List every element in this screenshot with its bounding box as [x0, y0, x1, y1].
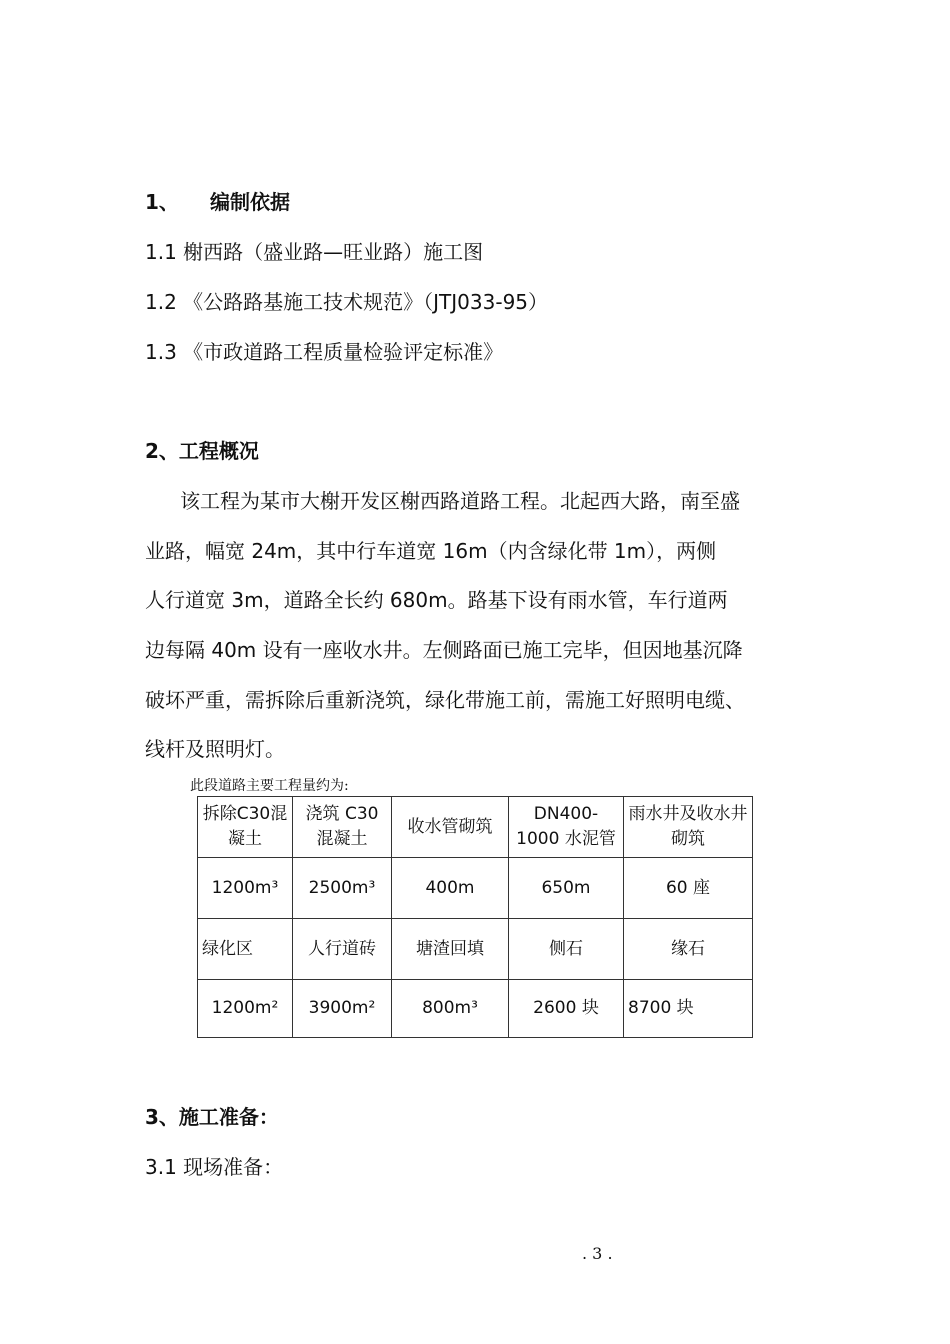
section2-title: 2、工程概况 — [145, 439, 259, 463]
table-cell: 1200m² — [198, 980, 293, 1038]
table-cell: 650m — [509, 858, 624, 919]
overview-line-6: 线杆及照明灯。 — [145, 737, 285, 761]
section3-sub: 3.1 现场准备： — [145, 1155, 284, 1179]
table-cell: 塘渣回填 — [392, 919, 509, 980]
table-cell: 浇筑 C30 混凝土 — [293, 797, 392, 858]
basis-item-2: 1.2 《公路路基施工技术规范》（JTJ033-95） — [145, 290, 549, 314]
table-cell: 400m — [392, 858, 509, 919]
section3-title: 3、施工准备： — [145, 1105, 279, 1129]
table-cell: 800m³ — [392, 980, 509, 1038]
section1-title: 编制依据 — [210, 190, 290, 214]
overview-line-5: 破坏严重，需拆除后重新浇筑，绿化带施工前，需施工好照明电缆、 — [145, 688, 745, 712]
table-cell: 8700 块 — [624, 980, 753, 1038]
table-cell: 3900m² — [293, 980, 392, 1038]
table-cell: 人行道砖 — [293, 919, 392, 980]
overview-line-2: 业路，幅宽 24m，其中行车道宽 16m（内含绿化带 1m），两侧 — [145, 539, 717, 563]
table-row — [198, 980, 753, 1038]
table-cell: 绿化区 — [198, 919, 293, 980]
overview-line-4: 边每隔 40m 设有一座收水井。左侧路面已施工完毕，但因地基沉降 — [145, 638, 743, 662]
table-cell: 收水管砌筑 — [392, 797, 509, 858]
basis-item-3: 1.3 《市政道路工程质量检验评定标准》 — [145, 340, 504, 364]
overview-line-1: 该工程为某市大榭开发区榭西路道路工程。北起西大路，南至盛 — [180, 489, 740, 513]
page-number: . 3 . — [582, 1244, 613, 1263]
table-cell: 侧石 — [509, 919, 624, 980]
table-row — [198, 797, 753, 858]
table-caption: 此段道路主要工程量约为: — [190, 778, 349, 794]
table-row — [198, 919, 753, 980]
table-cell: DN400-1000 水泥管 — [509, 797, 624, 858]
basis-item-1: 1.1 榭西路（盛业路—旺业路）施工图 — [145, 240, 484, 264]
quantity-table — [197, 796, 753, 1038]
section1-number: 1、 — [145, 190, 179, 214]
table-cell: 缘石 — [624, 919, 753, 980]
table-cell: 60 座 — [624, 858, 753, 919]
table-cell: 2600 块 — [509, 980, 624, 1038]
table-cell: 雨水井及收水井砌筑 — [624, 797, 753, 858]
overview-line-3: 人行道宽 3m，道路全长约 680m。路基下设有雨水管，车行道两 — [145, 588, 728, 612]
table-row — [198, 858, 753, 919]
table-cell: 拆除C30混凝土 — [198, 797, 293, 858]
table-cell: 2500m³ — [293, 858, 392, 919]
table-cell: 1200m³ — [198, 858, 293, 919]
